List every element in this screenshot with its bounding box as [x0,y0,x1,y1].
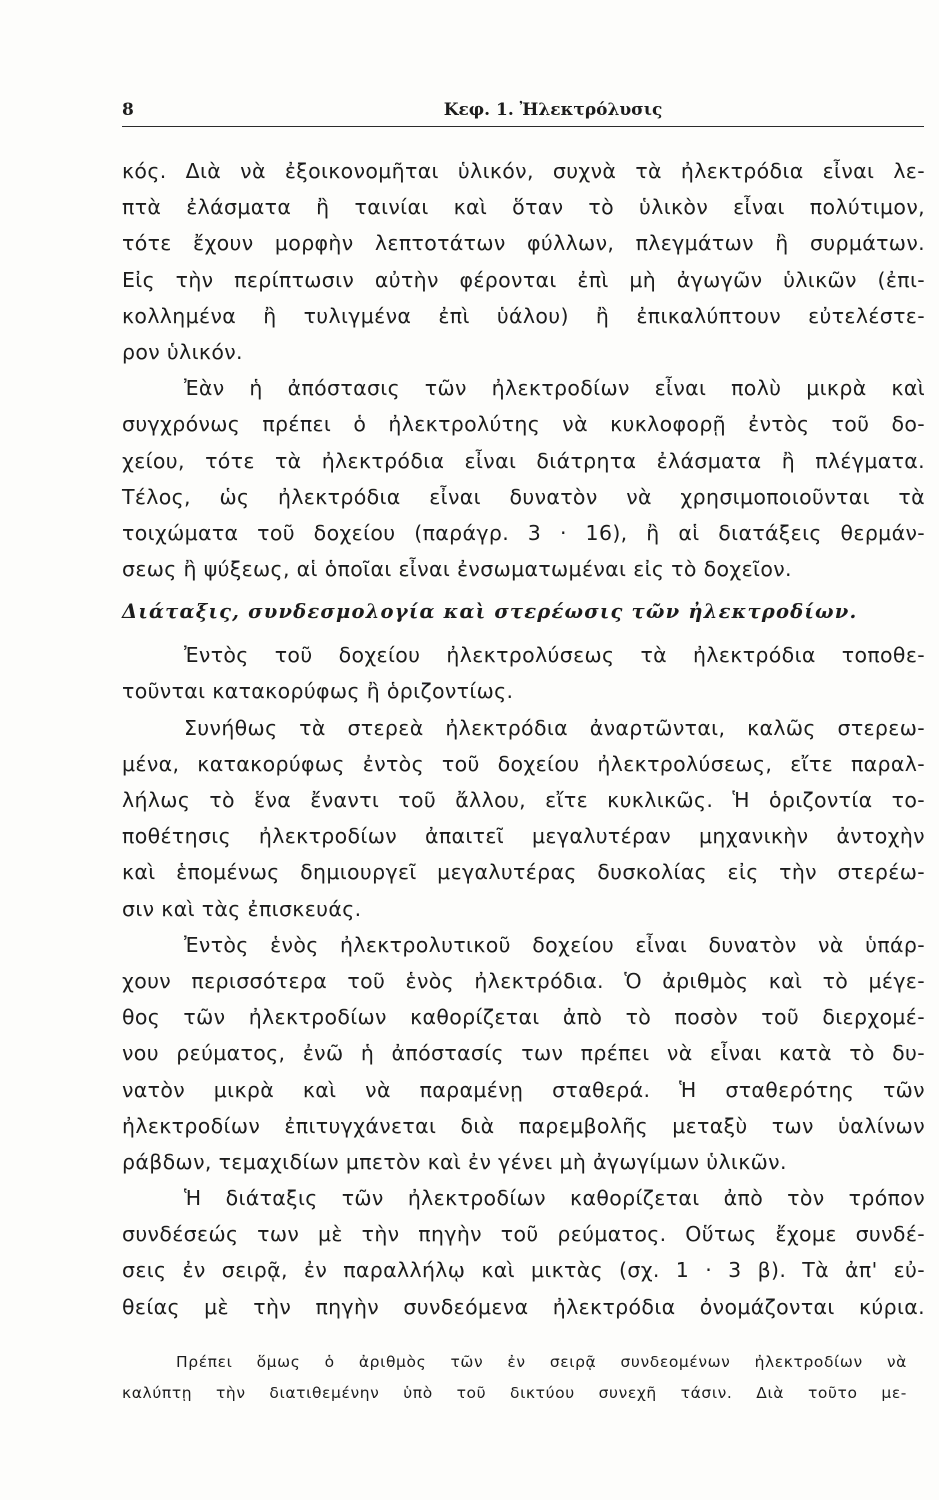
text-line: συγχρόνως πρέπει ὁ ἠλεκτρολύτης νὰ κυκλοφορῇ ἐντὸς τοῦ δο- [122,412,925,437]
body-text [122,153,925,1325]
section-heading: Διάταξις, συνδεσμολογία καὶ στερέωσις τῶν ἠλεκτροδίων. [122,600,858,624]
text-line: Τέλος, ὡς ἠλεκτρόδια εἶναι δυνατὸν νὰ χρησιμοποιοῦνται τὰ [122,484,925,509]
footnote-line: Πρέπει ὅμως ὁ ἀριθμὸς τῶν ἐν σειρᾷ συνδεομένων ἠλεκτροδίων νὰ [176,1353,907,1371]
text-line: ράβδων, τεμαχιδίων μπετὸν καὶ ἐν γένει μὴ ἀγωγίμων ὑλικῶν. [122,1149,787,1174]
text-line: Εἰς τὴν περίπτωσιν αὐτὴν φέρονται ἐπὶ μὴ ἀγωγῶν ὑλικῶν (ἐπι- [122,267,925,292]
text-line: ποθέτησις ἠλεκτροδίων ἀπαιτεῖ μεγαλυτέραν μηχανικὴν ἀντοχὴν [122,824,925,849]
text-line: Συνήθως τὰ στερεὰ ἠλεκτρόδια ἀναρτῶνται, καλῶς στερεω- [184,715,925,740]
running-head: Κεφ. 1. Ἠλεκτρόλυσις [443,100,663,120]
footnote-line: καλύπτῃ τὴν διατιθεμένην ὑπὸ τοῦ δικτύου συνεχῆ τάσιν. Διὰ τοῦτο με- [122,1384,907,1402]
text-line: ρον ὑλικόν. [122,339,243,364]
text-line: χουν περισσότερα τοῦ ἑνὸς ἠλεκτρόδια. Ὁ ἀριθμὸς καὶ τὸ μέγε- [122,968,925,993]
text-line: θείας μὲ τὴν πηγὴν συνδεόμενα ἠλεκτρόδια ὀνομάζονται κύρια. [122,1294,925,1319]
text-line: Ἐντὸς ἑνὸς ἠλεκτρολυτικοῦ δοχείου εἶναι δυνατὸν νὰ ὑπάρ- [184,932,925,957]
text-line: πτὰ ἐλάσματα ἢ ταινίαι καὶ ὅταν τὸ ὑλικὸν εἶναι πολύτιμον, [122,195,925,220]
text-line: τοῦνται κατακορύφως ἢ ὁριζοντίως. [122,679,514,704]
text-line: ἠλεκτροδίων ἐπιτυγχάνεται διὰ παρεμβολῆς μεταξὺ των ὑαλίνων [122,1113,925,1138]
text-line: χείου, τότε τὰ ἠλεκτρόδια εἶναι διάτρητα ἐλάσματα ἢ πλέγματα. [122,448,925,473]
text-line: σεις ἐν σειρᾷ, ἐν παραλλήλῳ καὶ μικτὰς (σχ. 1 · 3 β). Τὰ ἀπ' εὐ- [122,1258,925,1283]
text-line: μένα, κατακορύφως ἐντὸς τοῦ δοχείου ἠλεκτρολύσεως, εἴτε παραλ- [122,751,925,776]
text-line: κολλημένα ἢ τυλιγμένα ἐπὶ ὑάλου) ἢ ἐπικαλύπτουν εὐτελέστε- [122,303,925,328]
text-line: Ἐντὸς τοῦ δοχείου ἠλεκτρολύσεως τὰ ἠλεκτρόδια τοποθε- [184,643,925,668]
text-line: νου ρεύματος, ἐνῶ ἡ ἀπόστασίς των πρέπει νὰ εἶναι κατὰ τὸ δυ- [122,1041,925,1066]
text-line: τότε ἔχουν μορφὴν λεπτοτάτων φύλλων, πλεγμάτων ἢ συρμάτων. [122,231,925,256]
footnote [122,1347,907,1409]
text-line: νατὸν μικρὰ καὶ νὰ παραμένῃ σταθερά. Ἡ σταθερότης τῶν [122,1077,925,1102]
page-number: 8 [122,100,134,120]
page-header [122,96,924,127]
text-line: λήλως τὸ ἕνα ἔναντι τοῦ ἄλλου, εἴτε κυκλικῶς. Ἡ ὁριζοντία το- [122,788,925,812]
text-line: συνδέσεώς των μὲ τὴν πηγὴν τοῦ ρεύματος. Οὕτως ἔχομε συνδέ- [122,1222,925,1247]
text-line: σιν καὶ τὰς ἐπισκευάς. [122,896,362,921]
text-line: Ἡ διάταξις τῶν ἠλεκτροδίων καθορίζεται ἀπὸ τὸν τρόπον [184,1186,925,1211]
text-line: καὶ ἑπομένως δημιουργεῖ μεγαλυτέρας δυσκολίας εἰς τὴν στερέω- [122,860,925,885]
text-line: θος τῶν ἠλεκτροδίων καθορίζεται ἀπὸ τὸ ποσὸν τοῦ διερχομέ- [122,1005,925,1030]
text-line: κός. Διὰ νὰ ἐξοικονομῆται ὑλικόν, συχνὰ τὰ ἠλεκτρόδια εἶναι λε- [122,159,925,183]
text-line: σεως ἢ ψύξεως, αἱ ὁποῖαι εἶναι ἐνσωματωμέναι εἰς τὸ δοχεῖον. [122,557,792,582]
text-line: τοιχώματα τοῦ δοχείου (παράγρ. 3 · 16), ἢ αἱ διατάξεις θερμάν- [122,520,925,545]
text-line: Ἐὰν ἡ ἀπόστασις τῶν ἠλεκτροδίων εἶναι πολὺ μικρὰ καὶ [184,376,925,401]
